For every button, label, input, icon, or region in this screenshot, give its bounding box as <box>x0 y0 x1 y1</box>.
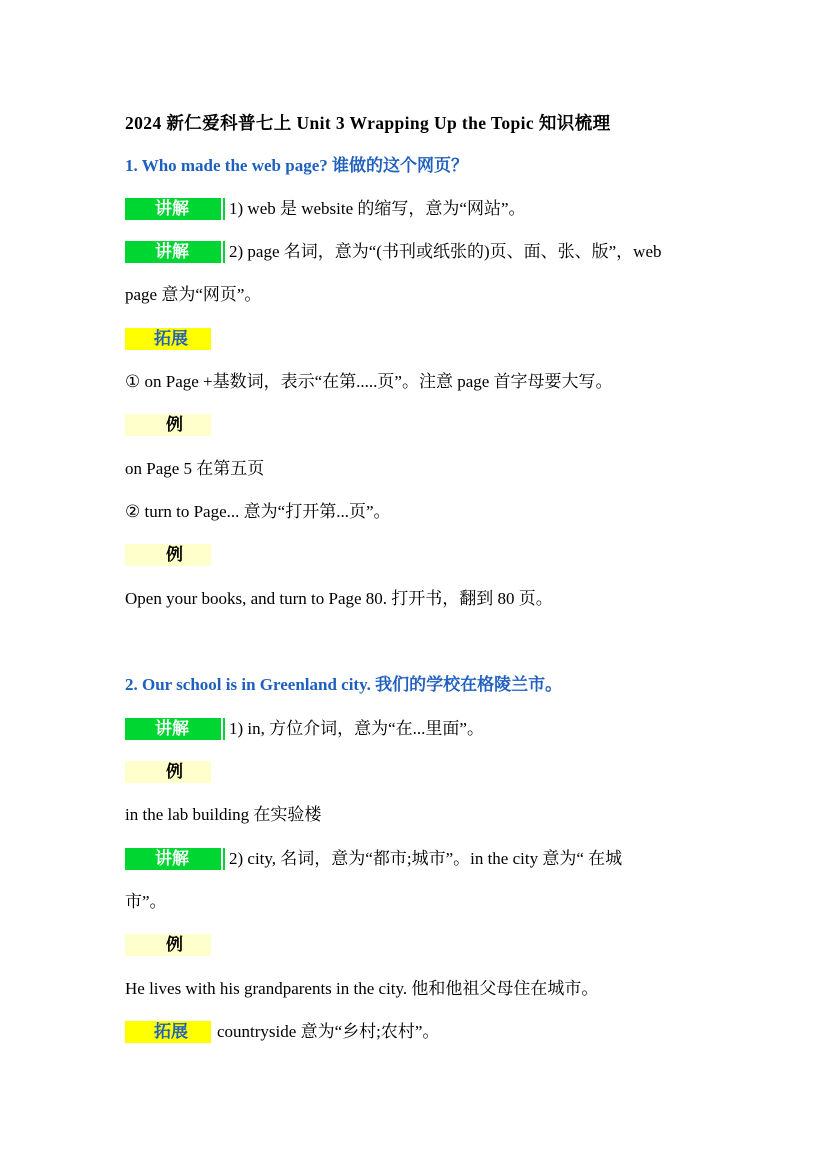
extension-tag: 拓展 <box>125 328 211 350</box>
explanation-tag: 讲解 <box>125 241 223 263</box>
section-1-heading: 1. Who made the web page? 谁做的这个网页？ <box>125 156 468 175</box>
extension-item-2: ② turn to Page... 意为“打开第...页”。 <box>125 502 391 521</box>
section-2-heading: 2. Our school is in Greenland city. 我们的学校在格陵兰市。 <box>125 675 563 694</box>
explanation-tag: 讲解 <box>125 848 223 870</box>
explanation-text: 1) web 是 website 的缩写，意为“网站”。 <box>229 199 526 218</box>
explanation-text-continued: 市”。 <box>125 892 167 911</box>
extension-item-1: ① on Page +基数词，表示“在第.....页”。注意 page 首字母要大写。 <box>125 372 613 391</box>
explanation-tag: 讲解 <box>125 718 223 740</box>
example-sentence-3: in the lab building 在实验楼 <box>125 805 322 824</box>
extension-text: countryside 意为“乡村;农村”。 <box>217 1022 440 1041</box>
explanation-text: 2) city, 名词，意为“都市;城市”。in the city 意为“ 在城 <box>229 849 623 868</box>
example-tag: 例 <box>125 761 211 783</box>
example-sentence-1: on Page 5 在第五页 <box>125 459 265 478</box>
example-sentence-2: Open your books, and turn to Page 80. 打开书，翻到 80 页。 <box>125 589 553 608</box>
section-1-extension <box>125 328 211 350</box>
explanation-tag: 讲解 <box>125 198 223 220</box>
example-tag: 例 <box>125 544 211 566</box>
section-2-explanation-1 <box>125 718 484 740</box>
example-sentence-4: He lives with his grandparents in the city. 他和他祖父母住在城市。 <box>125 979 599 998</box>
explanation-text-continued: page 意为“网页”。 <box>125 285 262 304</box>
explanation-text: 2) page 名词，意为“(书刊或纸张的)页、面、张、版”，web <box>229 242 662 261</box>
example-label-1 <box>125 414 211 436</box>
section-2-extension <box>125 1021 439 1043</box>
example-label-2 <box>125 544 211 566</box>
example-label-3 <box>125 761 211 783</box>
section-2-explanation-2 <box>125 848 622 870</box>
section-1-explanation-1 <box>125 198 526 220</box>
extension-tag: 拓展 <box>125 1021 211 1043</box>
document-title: 2024 新仁爱科普七上 Unit 3 Wrapping Up the Topic 知识梳理 <box>125 113 611 133</box>
explanation-text: 1) in, 方位介词，意为“在...里面”。 <box>229 719 484 738</box>
example-tag: 例 <box>125 934 211 956</box>
example-tag: 例 <box>125 414 211 436</box>
section-1-explanation-2 <box>125 241 662 263</box>
example-label-4 <box>125 934 211 956</box>
